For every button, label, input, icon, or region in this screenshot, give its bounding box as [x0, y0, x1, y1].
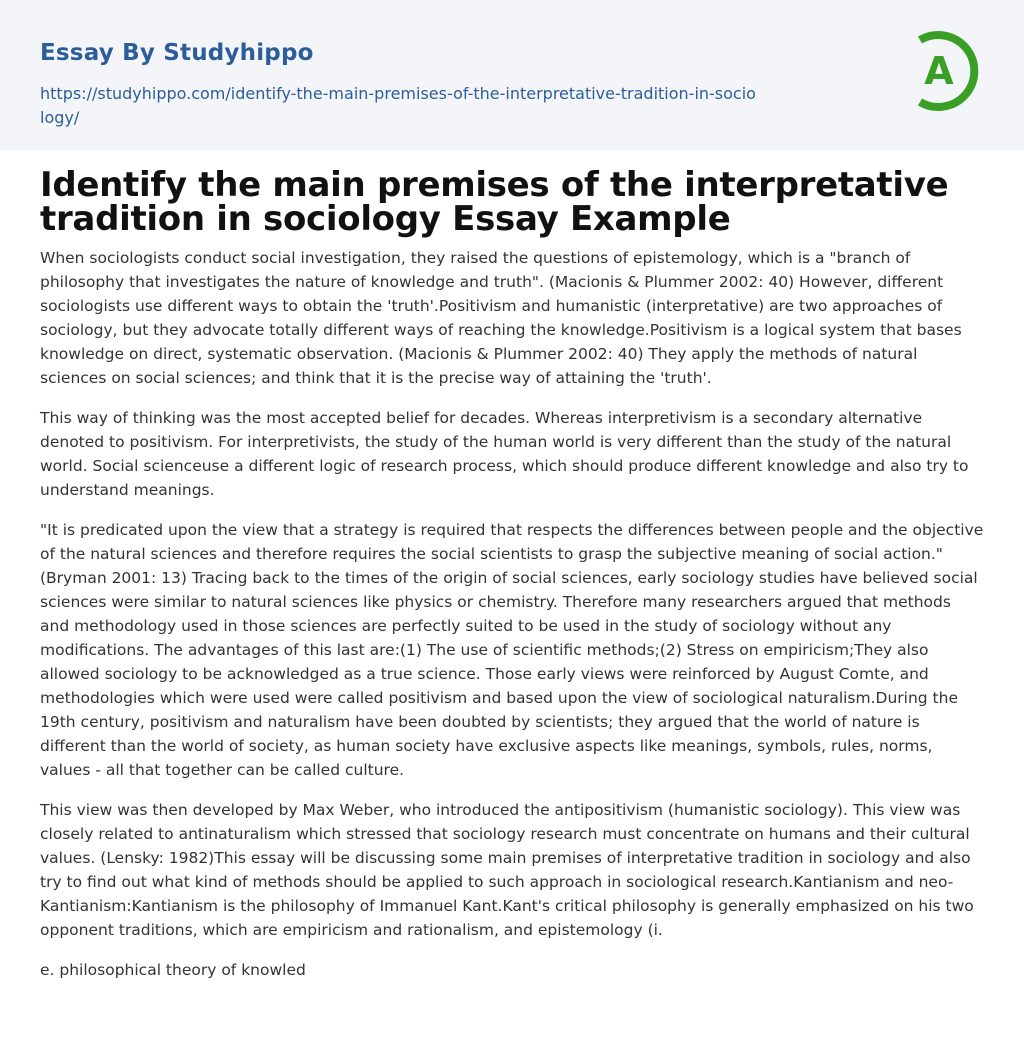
site-header [0, 0, 1024, 150]
studyhippo-logo-icon[interactable] [908, 26, 988, 116]
paragraph: When sociologists conduct social investigation, they raised the questions of epistemology, which is a "branch of philosophy that investigates the nature of knowledge and truth". (Macionis & Plummer 2002: 40) However, different sociologists use different ways to obtain the 'truth'.Positivism and humanistic (interpretative) are two approaches of sociology, but they advocate totally different ways of reaching the knowledge.Positivism is a logical system that bases knowledge on direct, systematic observation. (Macionis & Plummer 2002: 40) They apply the methods of natural sciences on social sciences; and think that it is the precise way of attaining the 'truth'. [40, 249, 962, 387]
article-content [40, 165, 984, 998]
paragraph: This way of thinking was the most accepted belief for decades. Whereas interpretivism is a secondary alternative denoted to positivism. For interpretivists, the study of the human world is very different than the study of the natural world. Social scienceuse a different logic of research process, which should produce different knowledge and also try to understand meanings. [40, 409, 969, 499]
logo-letter: A [924, 49, 954, 93]
paragraph: This view was then developed by Max Weber, who introduced the antipositivism (humanistic sociology). This view was closely related to antinaturalism which stressed that sociology research must concentrate on humans and their cultural values. (Lensky: 1982)This essay will be discussing some main premises of interpretative tradition in sociology and also try to find out what kind of methods should be applied to such approach in sociological research.Kantianism and neo-Kantianism:Kantianism is the philosophy of Immanuel Kant.Kant's critical philosophy is generally emphasized on his two opponent traditions, which are empiricism and rationalism, and epistemology (i. [40, 801, 974, 939]
paragraph: e. philosophical theory of knowled [40, 961, 306, 979]
paragraph: "It is predicated upon the view that a strategy is required that respects the differences between people and the objective of the natural sciences and therefore requires the social scientists to grasp the subjective meaning of social action." (Bryman 2001: 13) Tracing back to the times of the origin of social sciences, early sociology studies have believed social sciences were similar to natural sciences like physics or chemistry. Therefore many researchers argued that methods and methodology used in those sciences are perfectly suited to be used in the study of sociology without any modifications. The advantages of this last are:(1) The use of scientific methods;(2) Stress on empiricism;They also allowed sociology to be acknowledged as a true science. Those early views were reinforced by August Comte, and methodologies which were used were called positivism and based upon the view of sociological naturalism.During the 19th century, positivism and naturalism have been doubted by scientists; they argued that the world of nature is different than the world of society, as human society have exclusive aspects like meanings, symbols, rules, norms, values - all that together can be called culture. [40, 521, 984, 779]
essay-url-link[interactable]: https://studyhippo.com/identify-the-main-premises-of-the-interpretative-tradition-in-sociology/ [40, 84, 756, 127]
site-brand[interactable]: Essay By Studyhippo [40, 40, 314, 66]
article-title: Identify the main premises of the interpretative tradition in sociology Essay Example [40, 165, 949, 239]
